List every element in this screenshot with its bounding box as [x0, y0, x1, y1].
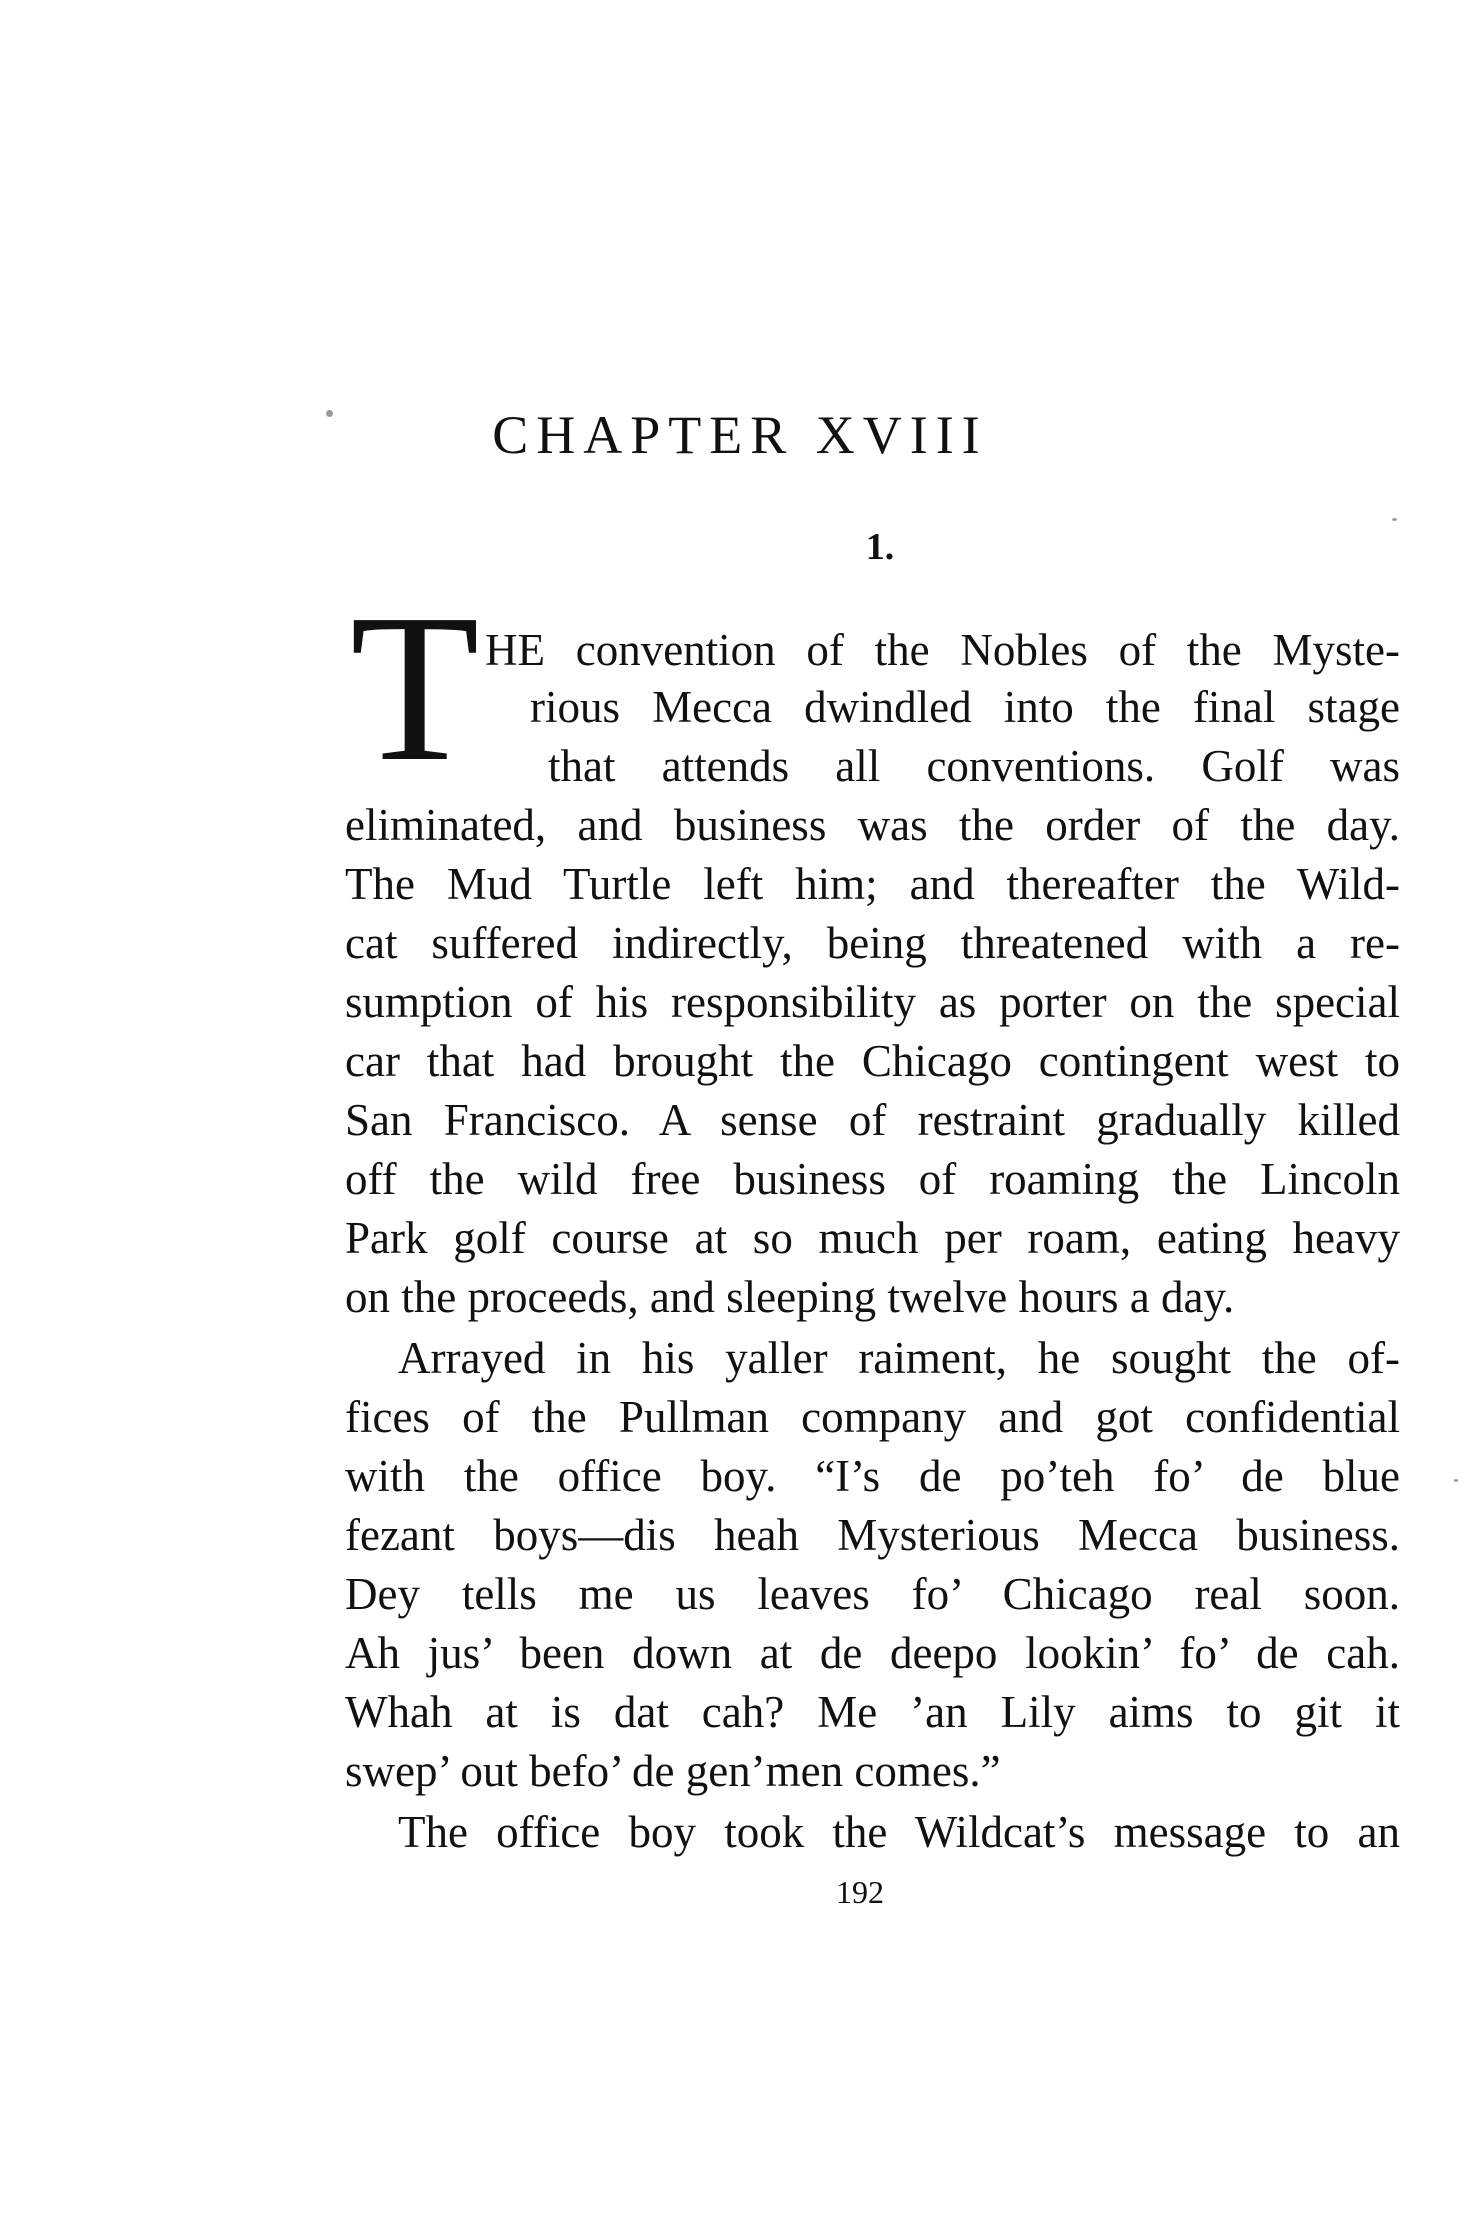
text-line: off the wild free business of roaming the Lincoln: [345, 1154, 1400, 1204]
text-line: eliminated, and business was the order of the day.: [345, 800, 1400, 850]
scan-speck: [326, 410, 333, 417]
scan-speck: [1392, 518, 1397, 521]
text-line: The office boy took the Wildcat’s message to an: [398, 1807, 1400, 1857]
chapter-title: CHAPTER XVIII: [492, 405, 988, 465]
text-line: fices of the Pullman company and got confidential: [345, 1392, 1400, 1442]
text-line: fezant boys—dis heah Mysterious Mecca business.: [345, 1510, 1400, 1560]
text-line: Ah jus’ been down at de deepo lookin’ fo’ de cah.: [345, 1628, 1400, 1678]
text-line: swep’ out befo’ de gen’men comes.”: [345, 1746, 1001, 1796]
text-line: rious Mecca dwindled into the final stage: [530, 682, 1400, 732]
text-line: Whah at is dat cah? Me ’an Lily aims to git it: [345, 1687, 1400, 1737]
text-line: Dey tells me us leaves fo’ Chicago real soon.: [345, 1569, 1400, 1619]
section-number: 1.: [865, 526, 895, 568]
text-line: HE convention of the Nobles of the Myste-: [485, 625, 1400, 675]
text-line: Arrayed in his yaller raiment, he sought the of-: [398, 1333, 1400, 1383]
text-line: that attends all conventions. Golf was: [548, 741, 1400, 791]
drop-cap: T: [350, 570, 480, 805]
text-line: car that had brought the Chicago contingent west to: [345, 1036, 1400, 1086]
text-line: San Francisco. A sense of restraint gradually killed: [345, 1095, 1400, 1145]
scan-speck: [1454, 1479, 1458, 1482]
text-line: on the proceeds, and sleeping twelve hours a day.: [345, 1272, 1235, 1322]
text-line: Park golf course at so much per roam, eating heavy: [345, 1213, 1400, 1263]
page-number: 192: [836, 1874, 884, 1910]
text-line: with the office boy. “I’s de po’teh fo’ de blue: [345, 1451, 1400, 1501]
text-line: sumption of his responsibility as porter on the special: [345, 977, 1400, 1027]
text-line: The Mud Turtle left him; and thereafter the Wild-: [345, 859, 1400, 909]
text-line: cat suffered indirectly, being threatened with a re-: [345, 918, 1400, 968]
